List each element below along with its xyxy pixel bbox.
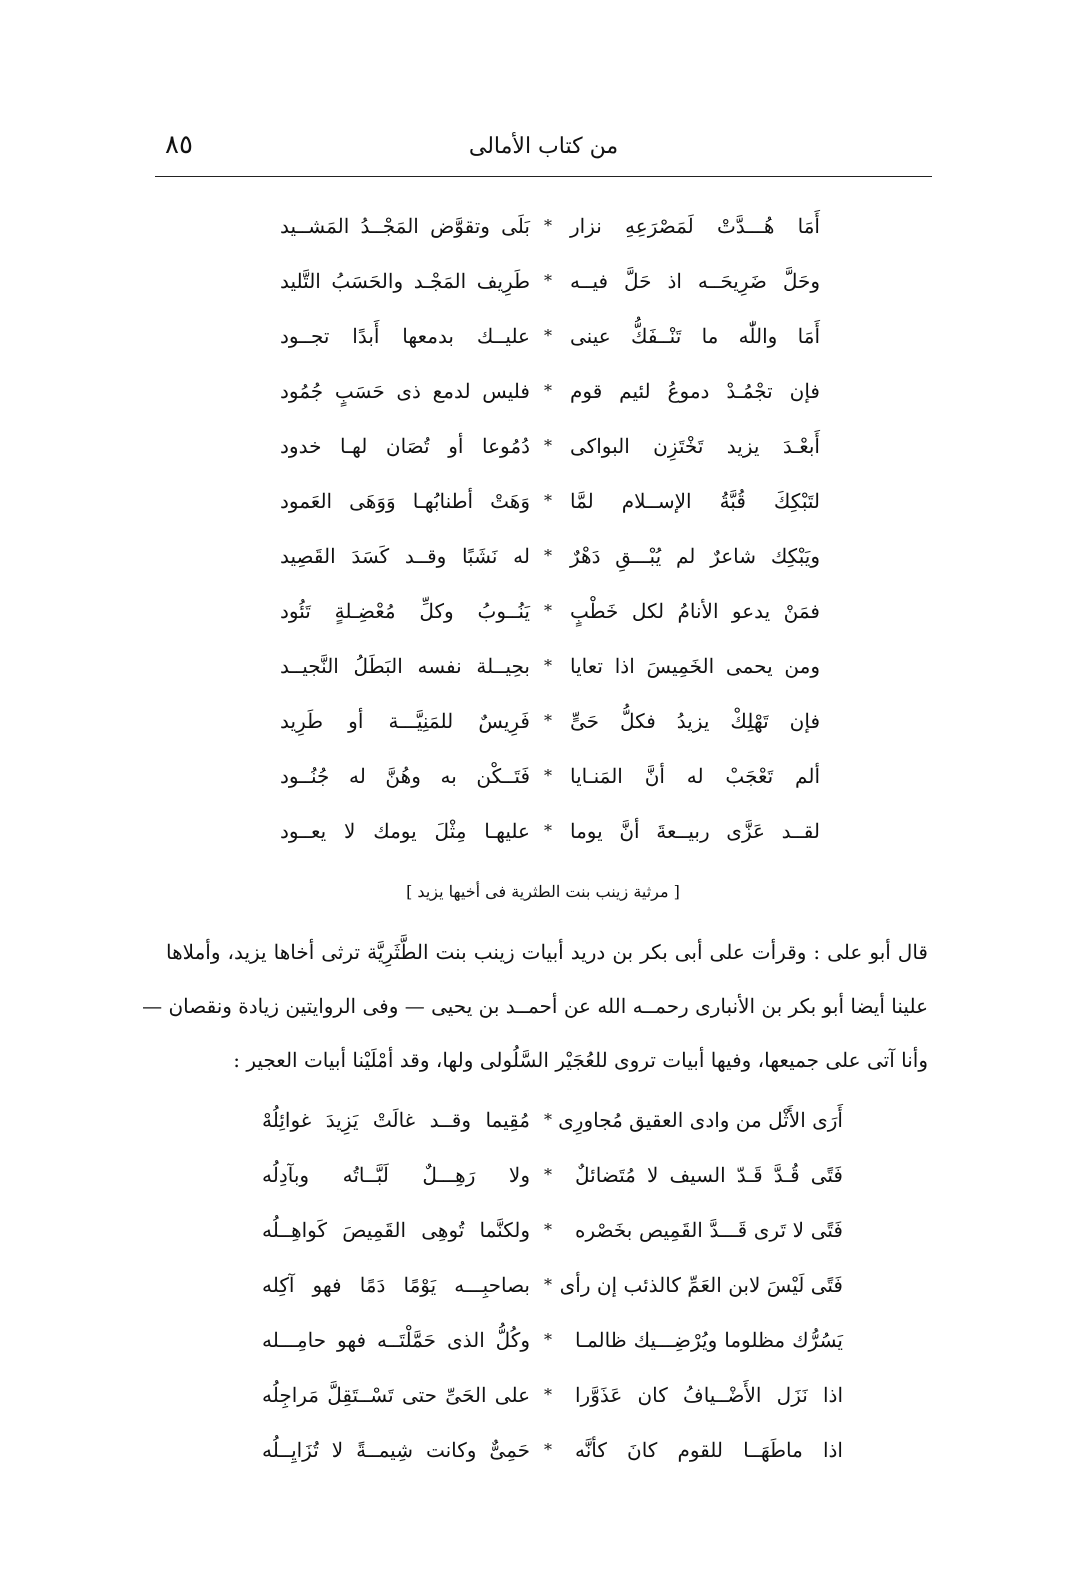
verse-separator: * [544, 1330, 552, 1349]
first-hemistich: فَتًى لَيْسَ لابن العَمِّ كالذئب إن رأى [559, 1273, 843, 1297]
verse-separator: * [544, 216, 552, 235]
first-hemistich: لتَبْكِكَ قُبَّةُ الإســلام لمَّا [570, 489, 820, 513]
verse-row [0, 591, 1086, 631]
first-hemistich: فمَنْ يدعو الأنامُ لكل خَطْبٍ [570, 599, 820, 623]
first-hemistich: فإن تجْمُـدْ دموعُ لئيم قوم [570, 379, 820, 403]
prose-line: علينا أيضا أبو بكر بن الأنبارى رحمــه الله عن أحمــد بن يحيى — وفى الروايتين زيادة ونقصان — [142, 994, 928, 1018]
second-hemistich: بَلَى وتقوَّض المَجْــدُ المَشــيد [280, 214, 530, 238]
verse-separator: * [544, 491, 552, 510]
verse-separator: * [544, 711, 552, 730]
verse-row [0, 536, 1086, 576]
first-hemistich: وحَلَّ ضَرِيحَــه اذ حَلَّ فيــه [570, 269, 820, 293]
verse-separator: * [544, 326, 552, 345]
second-hemistich: فليس لدمع ذى حَسَبٍ جُمُود [280, 379, 530, 403]
second-hemistich: بحِيــلة نفسه البَطَلُ النَّجيــد [280, 654, 530, 678]
second-hemistich: عليهـا مِثْلَ يومك لا يعــود [280, 819, 530, 843]
verse-row [0, 426, 1086, 466]
verse-separator: * [544, 436, 552, 455]
verse-separator: * [544, 821, 552, 840]
verse-row [0, 1155, 1086, 1195]
first-hemistich: يَسُرُّك مظلوما ويُرْضِـــيك ظالمـا [575, 1328, 843, 1352]
verse-separator: * [544, 1385, 552, 1404]
second-hemistich: فَرِيسٌ للمَنِيَّـــة أو طَرِيد [280, 709, 530, 733]
page-number: ٨٥ [165, 130, 193, 160]
first-hemistich: ومن يحمى الخَمِيسَ اذا تعايا [570, 654, 820, 678]
verse-separator: * [544, 1275, 552, 1294]
verse-row [0, 1430, 1086, 1470]
verse-separator: * [544, 766, 552, 785]
first-hemistich: أَرَى الأَثْل من وادى العقيق مُجاورِى [558, 1108, 843, 1132]
verse-row [0, 1320, 1086, 1360]
first-hemistich: فَتًى قُـدَّ قَـدّ السيف لا مُتَضائلٌ [575, 1163, 843, 1187]
page-header [155, 122, 932, 170]
running-title: من كتاب الأمالى [468, 134, 619, 159]
second-hemistich: عليــك بدمعها أَبدًا تجــود [280, 324, 530, 348]
verse-separator: * [544, 601, 552, 620]
second-hemistich: دُمُوعا أو تُصَان لهـا خدود [280, 434, 530, 458]
verse-row [0, 371, 1086, 411]
second-hemistich: يَنُــوبُ وكلِّ مُعْضِـلةٍ تَئُود [280, 599, 530, 623]
second-hemistich: له نَشَبًا وقــد كَسَدَ القَصِيد [280, 544, 530, 568]
verse-separator: * [544, 1220, 552, 1239]
verse-separator: * [544, 271, 552, 290]
verse-separator: * [544, 1110, 552, 1129]
verse-row [0, 316, 1086, 356]
verse-separator: * [544, 546, 552, 565]
verse-separator: * [544, 1440, 552, 1459]
verse-separator: * [544, 656, 552, 675]
second-hemistich: ولكنَّما تُوهِى القَمِيصَ كَواهِــلُه [262, 1218, 530, 1242]
second-hemistich: فَتَــكْن به وهُنَّ له جُنُــود [280, 764, 530, 788]
first-hemistich: أَبعْـدَ يزيد تَخْتَزِن البواكى [570, 434, 820, 458]
verse-row [0, 1210, 1086, 1250]
verse-row [0, 811, 1086, 851]
first-hemistich: ألم تَعْجَبْ له أنَّ المَنـايا [570, 764, 820, 788]
verse-row [0, 701, 1086, 741]
verse-row [0, 481, 1086, 521]
verse-row [0, 1100, 1086, 1140]
first-hemistich: فَتًى لا تَرى قَـــدَّ القَمِيص بخَصْره [575, 1218, 843, 1242]
header-rule [155, 176, 932, 177]
second-hemistich: وَهَتْ أطنابُهـا وَوَهَى العَمود [280, 489, 530, 513]
verse-row [0, 1265, 1086, 1305]
section-heading: [ مرثية زينب بنت الطثرية فى أخيها يزيد ] [406, 882, 680, 901]
first-hemistich: اذا ماطَهَــا للقوم كانَ كأنَّه [575, 1438, 843, 1462]
second-hemistich: وكُلُّ الذى حَمَّلْتَــه فهو حامِـــله [262, 1328, 530, 1352]
prose-line: قال أبو على : وقرأت على أبى بكر بن دريد أبيات زينب بنت الطَّثَرِيَّة ترثى أخاها يزيد، وأملاها [166, 940, 928, 964]
second-hemistich: حَمِىٌّ وكانت شِيمــةً لا تُزَايِــلُه [262, 1438, 530, 1462]
first-hemistich: اذا نَزَل الأَضْــيافُ كان عَذَوَّرا [575, 1383, 843, 1407]
first-hemistich: لقــد عَزَّى ربيــعةَ أنَّ يوما [570, 819, 820, 843]
verse-row [0, 206, 1086, 246]
verse-row [0, 261, 1086, 301]
first-hemistich: أَمَا هُـــدَّتْ لَمَصْرَعِهِ نزار [570, 214, 820, 238]
second-hemistich: على الحَىِّ حتى تَسْــتَقِلَّ مَراجِلُه [262, 1383, 530, 1407]
first-hemistich: ويَبْكِك شاعرٌ لم يُبْـــقِ دَهْرٌ [570, 544, 820, 568]
prose-line: وأنا آتى على جميعها، وفيها أبيات تروى للعُجَيْر السَّلُولى ولها، وقد أمْلَيْنا أبيات العجير : [233, 1048, 928, 1072]
verse-separator: * [544, 381, 552, 400]
second-hemistich: مُقِيما وقــد غالَتْ يَزِيدَ غوائِلُهْ [262, 1108, 530, 1132]
second-hemistich: طَرِيف المَجْـد والحَسَبُ التَّليد [280, 269, 530, 293]
verse-row [0, 646, 1086, 686]
verse-row [0, 1375, 1086, 1415]
second-hemistich: بصاحبِـــه يَوْمًا دَمًا فهو آكِله [262, 1273, 530, 1297]
second-hemistich: ولا رَهِـــلٌ لَبَّــاتُه وبآدِلُه [262, 1163, 530, 1187]
first-hemistich: أَمَا واللّٰه ما تَنْــفَكُّ عينى [570, 324, 820, 348]
first-hemistich: فإن تَهْلِكْ يزيدُ فكلُّ حَىٍّ [570, 709, 820, 733]
verse-separator: * [544, 1165, 552, 1184]
verse-row [0, 756, 1086, 796]
